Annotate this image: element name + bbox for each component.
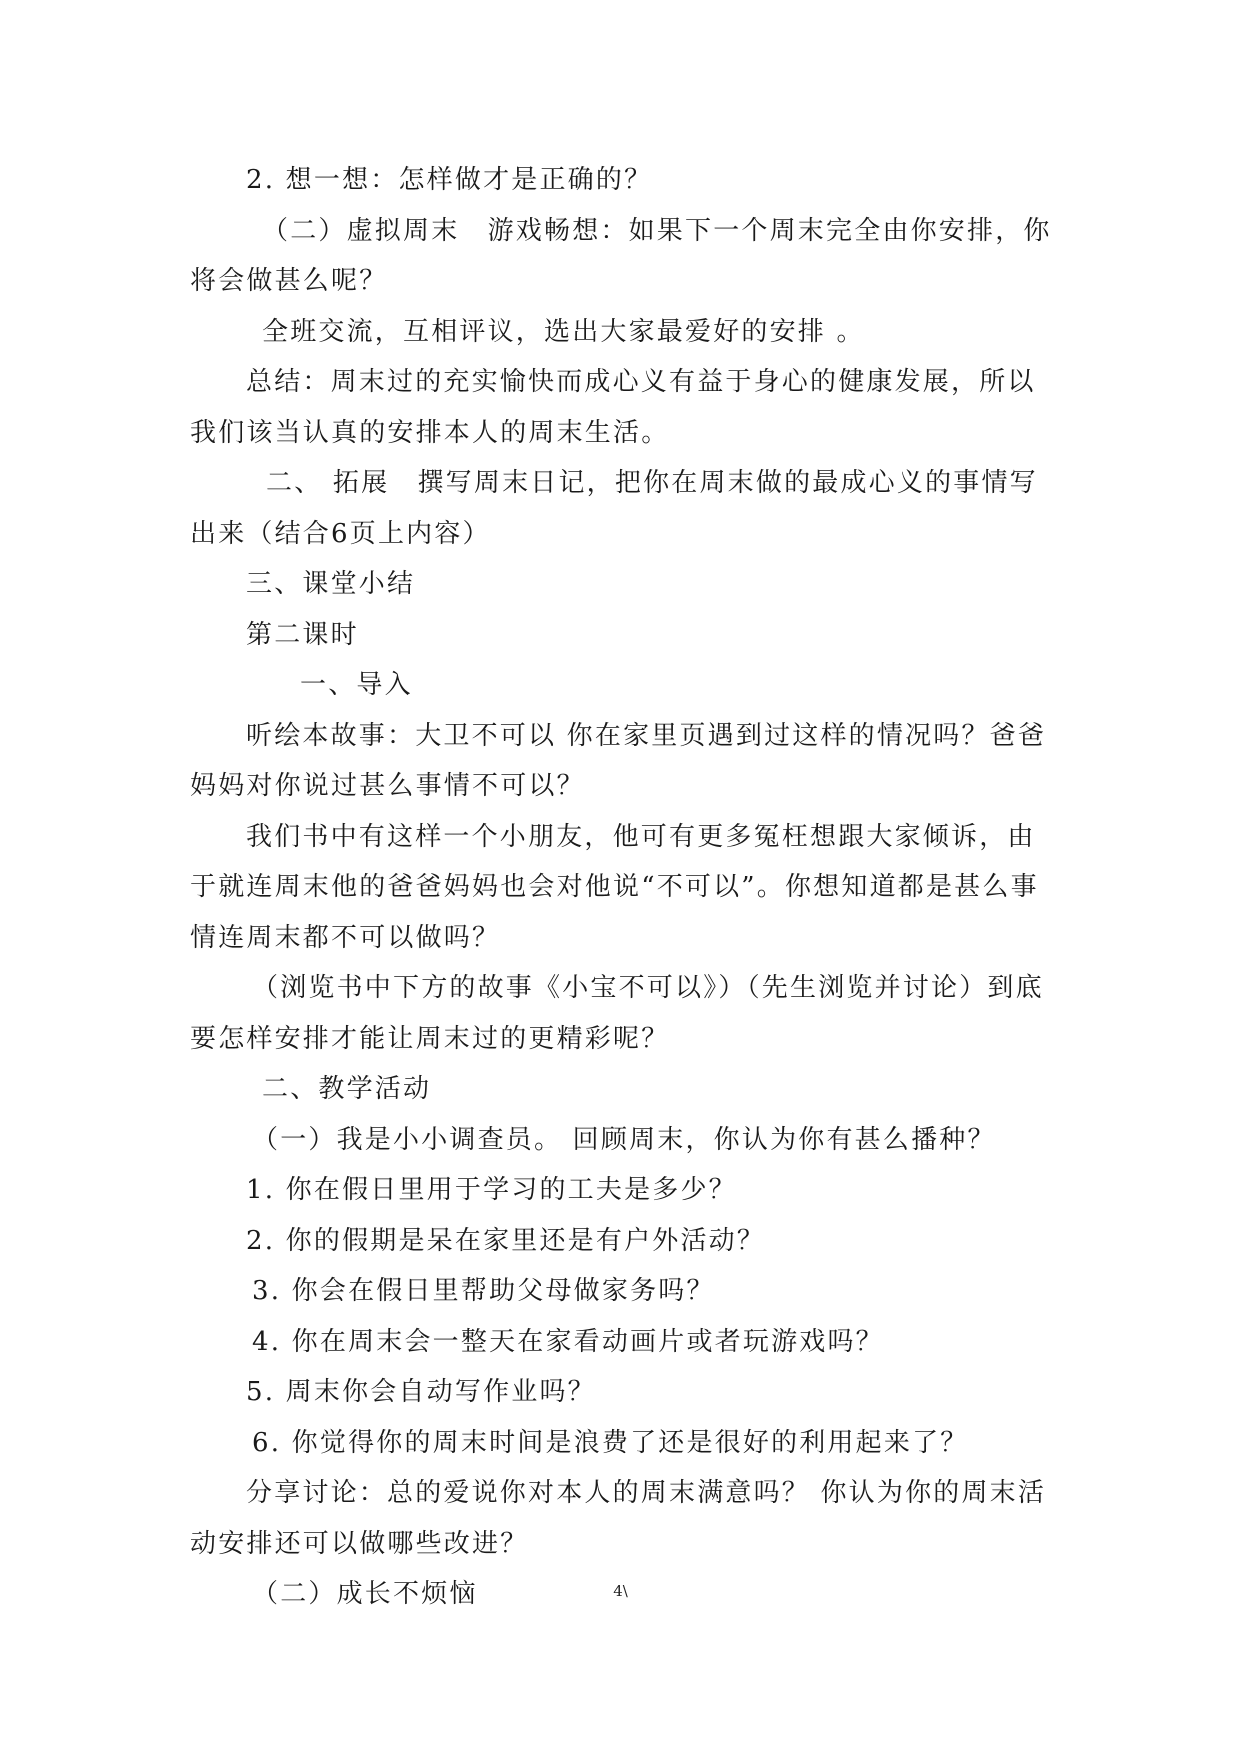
paragraph-summary: 总结：周末过的充实愉快而成心义有益于身心的健康发展，所以我们该当认真的安排本人的周末生活。: [190, 367, 1036, 448]
paragraph-read-story: （浏览书中下方的故事《小宝不可以》）（先生浏览并讨论）到底要怎样安排才能让周末过的更精彩呢？: [190, 973, 1044, 1054]
paragraph-teaching-activity: 二、教学活动: [262, 1074, 432, 1104]
paragraph-class-summary: 三、课堂小结: [246, 569, 416, 599]
question-item-2: 2. 你的假期是呆在家里还是有户外活动？: [246, 1225, 766, 1256]
question-item-4: 4. 你在周末会一整天在家看动画片或者玩游戏吗？: [252, 1326, 884, 1357]
page-number: 4\: [613, 1582, 628, 1600]
paragraph-child-story: 我们书中有这样一个小朋友，他可有更多冤枉想跟大家倾诉，由于就连周末他的爸爸妈妈也会对他说“不可以”。你想知道都是甚么事情连周末都不可以做吗？: [190, 821, 1039, 953]
paragraph-picture-book: 听绘本故事：大卫不可以 你在家里页遇到过这样的情况吗？爸爸妈妈对你说过甚么事情不可以？: [190, 720, 1047, 801]
question-item-5: 5. 周末你会自动写作业吗？: [246, 1377, 596, 1407]
paragraph-second-lesson: 第二课时: [246, 619, 359, 650]
paragraph-investigator: （一）我是小小调查员。 回顾周末，你认为你有甚么播种？: [252, 1124, 996, 1155]
paragraph-virtual-weekend: （二）虚拟周末 游戏畅想：如果下一个周末完全由你安排，你将会做甚么呢？: [190, 215, 1052, 296]
paragraph-share-discussion: 分享讨论：总的爱说你对本人的周末满意吗？ 你认为你的周末活动安排还可以做哪些改进？: [190, 1478, 1047, 1559]
paragraph-introduction: 一、导入: [300, 670, 413, 700]
paragraph-think: 2. 想一想：怎样做才是正确的？: [246, 165, 653, 195]
paragraph-class-exchange: 全班交流，互相评议，选出大家最爱好的安排 。: [262, 316, 865, 347]
question-item-1: 1. 你在假日里用于学习的工夫是多少？: [246, 1175, 737, 1205]
paragraph-growth: （二）成长不烦恼: [252, 1579, 478, 1609]
document-body: [190, 155, 1060, 1620]
question-item-3: 3. 你会在假日里帮助父母做家务吗？: [252, 1276, 715, 1306]
question-item-6: 6. 你觉得你的周末时间是浪费了还是很好的利用起来了？: [252, 1427, 969, 1458]
paragraph-extension: 二、 拓展 撰写周末日记，把你在周末做的最成心义的事情写出来（结合6页上内容）: [190, 468, 1038, 549]
